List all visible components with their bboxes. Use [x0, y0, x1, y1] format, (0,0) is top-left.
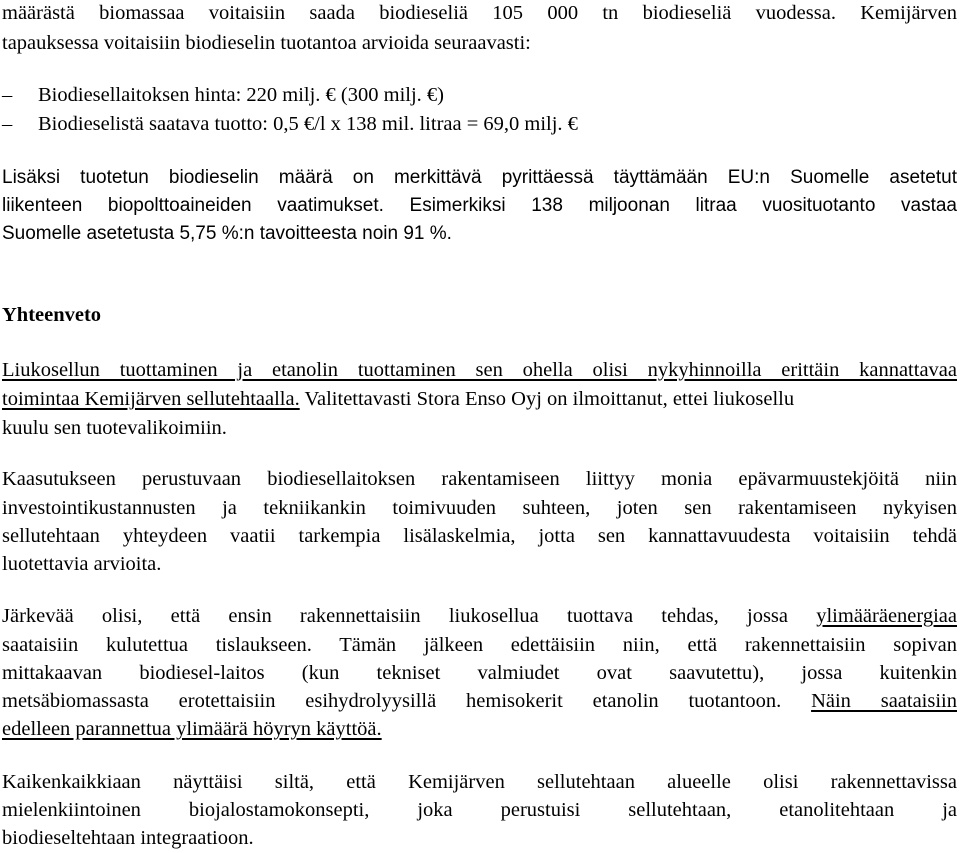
para3-line-4-start: metsäbiomassasta erotettaisiin esihydrolyysillä hemisokerit etanolin tuotantoon. — [2, 690, 812, 712]
bullet-text: Biodiesellaitoksen hinta: 220 milj. € (300 milj. €) — [38, 84, 444, 106]
para2-line-1: Kaasutukseen perustuvaan biodiesellaitoksen rakentamiseen liittyy monia epävarmuustekjöitä niin — [2, 468, 957, 490]
intro-line-2: tapauksessa voitaisiin biodieselin tuotantoa arvioida seuraavasti: — [2, 32, 531, 54]
para1-line-1: Liukosellun tuottaminen ja etanolin tuottaminen sen ohella olisi nykyhinnoilla erittäin kannattavaa — [2, 359, 957, 381]
para4-line-1: Kaikenkaikkiaan näyttäisi siltä, että Kemijärven sellutehtaan alueelle olisi rakennettavissa — [2, 771, 957, 793]
sans-para-line-2: liikenteen biopolttoaineiden vaatimukset. Esimerkiksi 138 miljoonan litraa vuosituotanto vastaa — [2, 195, 957, 216]
para1-line-2 — [2, 384, 794, 414]
intro-line-1: määrästä biomassaa voitaisiin saada biodieseliä 105 000 tn biodieseliä vuodessa. Kemijärven — [2, 2, 957, 24]
para3-line-1-start: Järkevää olisi, että ensin rakennettaisiin liukosellua tuottava tehdas, jossa — [2, 605, 817, 627]
dash-bullet: – — [2, 84, 13, 106]
para1-line-2-rest: Valitettavasti Stora Enso Oyj on ilmoittanut, ettei liukosellu — [299, 388, 795, 410]
underlined-text: edelleen parannettua ylimäärä höyryn käyttöä. — [2, 718, 382, 740]
para2-line-4: luotettavia arvioita. — [2, 553, 162, 575]
para4-line-2: mielenkiintoinen biojalostamokonsepti, joka perustuisi sellutehtaan, etanolitehtaan ja — [2, 799, 957, 821]
para4-line-3: biodieseltehtaan integraatioon. — [2, 827, 254, 849]
underlined-text: Näin saataisiin — [811, 690, 957, 712]
para3-line-5 — [2, 714, 382, 744]
underlined-text: toimintaa Kemijärven sellutehtaalla. — [2, 388, 300, 410]
para3-line-3: mittakaavan biodiesel-laitos (kun tekniset valmiudet ovat saavutettu), jossa kuitenkin — [2, 662, 957, 684]
para2-line-2: investointikustannusten ja tekniikankin toimivuuden suhteen, joten sen rakentamiseen nykyisen — [2, 497, 957, 519]
para1-line-3: kuulu sen tuotevalikoimiin. — [2, 417, 227, 439]
sans-para-line-1: Lisäksi tuotetun biodieselin määrä on merkittävä pyrittäessä täyttämään EU:n Suomelle asetetut — [2, 167, 957, 188]
para2-line-3: sellutehtaan yhteydeen vaatii tarkempia lisälaskelmia, jotta sen kannattavuudesta voitaisiin tehdä — [2, 525, 957, 547]
para3-line-1 — [2, 601, 957, 631]
underlined-text: ylimääräenergiaa — [816, 605, 957, 627]
section-heading: Yhteenveto — [2, 304, 102, 326]
dash-bullet: – — [2, 113, 13, 135]
sans-para-line-3: Suomelle asetetusta 5,75 %:n tavoitteesta noin 91 %. — [2, 223, 452, 244]
para3-line-4 — [2, 686, 957, 716]
para3-line-2: saataisiin kulutettua tislaukseen. Tämän jälkeen edettäisiin niin, että rakennettaisiin sopivan — [2, 634, 957, 656]
bullet-text: Biodieselistä saatava tuotto: 0,5 €/l x 138 mil. litraa = 69,0 milj. € — [38, 113, 578, 135]
